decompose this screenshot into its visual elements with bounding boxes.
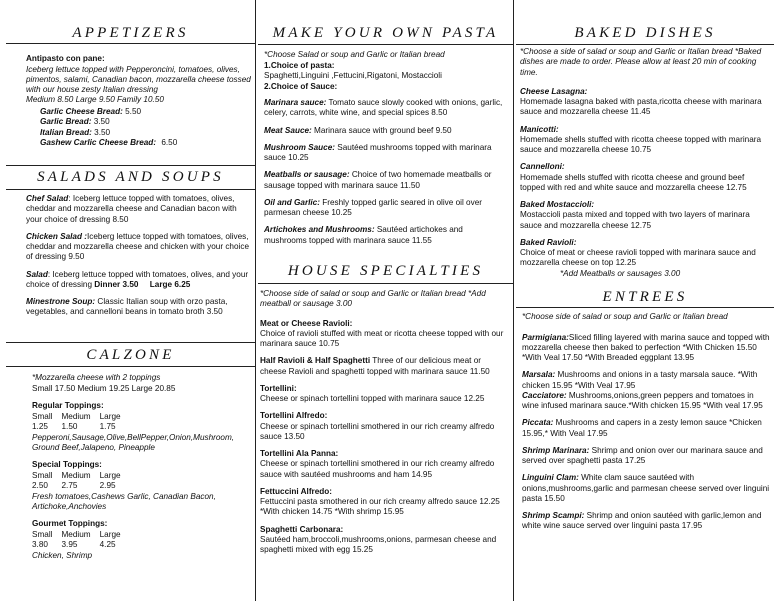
special-toppings-list: Fresh tomatoes,Cashews Garlic, Canadian Bacon, Artichoke,Anchovies [32,491,216,511]
baked-item: Baked Mostaccioli: Mostaccioli pasta mixed and topped with two layers of marinara sauce and mozzarella cheese 12.75 [520,200,750,230]
house-item: Spaghetti Carbonara: Sautéed ham,broccoli,mushrooms,onions, parmesan cheese and spaghetti mixed with egg 15.25 [260,524,497,554]
baked-item: Cannelloni: Homemade shells stuffed with ricotta cheese and ground beef topped with red and white sauce and mozzarella cheese 12.75 [520,162,747,192]
entrees-note: *Choose side of salad or soup and Garlic or Italian bread [522,312,728,321]
baked-item: Cheese Lasagna: Homemade lasagna baked with pasta,ricotta cheese with marinara sauce and mozzarella cheese 11.45 [520,86,762,117]
special-toppings-title: Special Toppings: [32,460,102,469]
pasta-step1: 1.Choice of pasta: [264,60,335,70]
house-salad: Salad: Iceberg lettuce topped with tomatoes, olives, and your choice of dressing Dinner 3.50 Large 6.25 [26,269,249,289]
sauce-item: Oil and Garlic: Freshly topped garlic seared in olive oil over parmesan cheese 10.25 [264,197,482,217]
baked-note: *Choose a side of salad or soup and Garlic or Italian bread *Baked dishes are made to order. Please allow at least 20 min of cooking time. [520,47,762,77]
special-toppings-table: Small Medium Large 2.50 2.75 2.95 [32,470,121,490]
pasta-underline [258,44,514,45]
baked-item: Baked Ravioli: Choice of meat or cheese ravioli topped with marinara sauce and mozzarella cheese on top 12.25 [520,237,756,268]
appetizers-section [26,54,251,149]
house-item: Tortellini Alfredo: Cheese or spinach tortellini smothered in our rich creamy alfredo sauce 13.50 [260,411,495,441]
sauce-item: Artichokes and Mushrooms: Sautéed artichokes and mushrooms topped with marinara sauce 11.55 [264,225,463,245]
house-item: Tortellini Ala Panna: Cheese or spinach tortellini smothered in our rich creamy alfredo sauce with sautéed mushrooms and ham 14.95 [260,449,495,479]
appetizer-item: Italian Bread: 3.50 [40,127,111,137]
appetizers-underline [6,43,256,44]
calzone-underline [6,366,256,367]
pasta-step2: 2.Choice of Sauce: [264,81,338,91]
house-item: Tortellini: Cheese or spinach tortellini topped with marinara sauce 12.25 [260,383,485,403]
house-item: Meat or Cheese Ravioli: Choice of ravioli stuffed with meat or ricotta cheese topped with our marinara sauce 10.75 [260,318,504,348]
pasta-step1-list: Spaghetti,Linguini ,Fettucini,Rigatoni, Mostaccioli [264,71,442,80]
entrees-title: ENTREES [602,289,688,305]
house-underline [258,283,514,284]
calzone-prices: Small 17.50 Medium 19.25 Large 20.85 [32,383,176,393]
salads-overline [6,165,256,166]
middle-column [258,0,514,601]
antipasto-desc: Iceberg lettuce topped with Pepperoncini, tomatoes, olives, pimentos, salami, Canadian bacon, mozzarella cheese tossed with our house zesty Italian dressing [26,64,251,94]
entree-item: Shrimp Scampi: Shrimp and onion sautéed with garlic,lemon and white wine sauce served over linguini pasta 17.95 [522,511,762,531]
entrees-underline [516,307,774,308]
chicken-salad: Chicken Salad :Iceberg lettuce topped with tomatoes, olives, cheddar and mozzarella cheese and chicken with your choice of dressing 9.50 [26,231,250,262]
appetizers-title: APPETIZERS [72,25,189,41]
appetizer-item: Garlic Cheese Bread: 5.50 [40,106,142,116]
appetizer-list [26,107,251,149]
entree-item: Parmigiana:Sliced filling layered with marina sauce and topped with mozzarella cheese then baked to perfection *With Chicken 15.50 *With Veal 17.50 *With Breaded eggplant 13.95 [522,332,770,362]
right-column [516,0,774,601]
house-section [260,289,507,555]
regular-toppings-title: Regular Toppings: [32,401,104,410]
house-title: HOUSE SPECIALTIES [287,263,484,279]
baked-underline [516,44,774,45]
minestrone-soup: Minestrone Soup: Classic Italian soup with orzo pasta, vegetables, and cannelloni beans in tomato broth 3.50 [26,297,228,317]
baked-item: Manicotti: Homemade shells stuffed with ricotta cheese topped with marinara sauce and mozzarella cheese 10.75 [520,124,762,154]
chef-salad: Chef Salad: Iceberg lettuce topped with tomatoes, olives, cheddar and mozzarella cheese and Canadian bacon with your choice of dressing 8.50 [26,194,237,224]
calzone-overline [6,342,256,343]
baked-title: BAKED DISHES [574,25,716,41]
sauce-item: Marinara sauce: Tomato sauce slowly cooked with onions, garlic, celery, carrots, white wine, and special spices 8.50 [264,98,503,118]
left-column [6,0,256,601]
entrees-section [522,312,770,532]
salads-underline [6,189,256,190]
entree-item: Shrimp Marinara: Shrimp and onion over our marinara sauce and served over spaghetti pasta 17.25 [522,445,763,465]
sauce-item: Meatballs or sausage: Choice of two homemade meatballs or sausage topped with marinara sauce 11.50 [264,170,492,190]
entree-item: Marsala: Mushrooms and onions in a tasty marsala sauce. *With chicken 15.95 *With Veal 17.95 [522,370,758,390]
pasta-section [264,50,507,246]
calzone-title: CALZONE [86,347,175,363]
salads-title: SALADS AND SOUPS [37,169,224,185]
gourmet-toppings-title: Gourmet Toppings: [32,519,108,528]
sauce-item: Meat Sauce: Marinara sauce with ground beef 9.50 [264,125,452,135]
calzone-section [32,373,251,561]
gourmet-toppings-list: Chicken, Shrimp [32,550,93,560]
baked-footer: *Add Meatballs or sausages 3.00 [560,268,681,278]
house-note: *Choose side of salad or soup and Garlic or Italian bread *Add meatball or sausage 3.00 [260,289,486,309]
antipasto-name: Antipasto con pane: [26,54,105,63]
house-item: Half Ravioli & Half Spaghetti Three of our delicious meat or cheese Ravioli and spaghetti topped with marinara sauce 11.50 [260,356,490,376]
entree-item: Cacciatore: Mushrooms,onions,green peppers and tomatoes in wine infused marinara sauce.*With chicken 15.95 *With veal 17.95 [522,390,763,410]
antipasto-prices: Medium 8.50 Large 9.50 Family 10.50 [26,95,164,105]
appetizer-item: Gashew Carlic Cheese Bread: 6.50 [40,138,178,148]
pasta-title: MAKE YOUR OWN PASTA [272,25,499,41]
regular-toppings-table: Small Medium Large 1.25 1.50 1.75 [32,411,121,431]
baked-section [520,47,770,279]
sauce-item: Mushroom Sauce: Sautéed mushrooms topped with marinara sauce 10.25 [264,142,492,162]
entree-item: Piccata: Mushrooms and capers in a zesty lemon sauce *Chicken 15.95,* With Veal 17.95 [522,418,762,438]
pasta-note: *Choose Salad or soup and Garlic or Italian bread [264,50,445,59]
regular-toppings-list: Pepperoni,Sausage,Olive,BellPepper,Onion,Mushroom, Ground Beef,Jalapeno, Pineapple [32,432,235,452]
salads-section [26,194,251,318]
appetizer-item: Garlic Bread: 3.50 [40,117,110,127]
gourmet-toppings-table: Small Medium Large 3.80 3.95 4.25 [32,529,121,549]
calzone-note: *Mozzarella cheese with 2 toppings [32,373,161,382]
entree-item: Linguini Clam: White clam sauce sautéed with onions,mushrooms,garlic and parmesan cheese served over linguini pasta 15.50 [522,473,770,503]
house-item: Fettuccini Alfredo: Fettuccini pasta smothered in our rich creamy alfredo sauce 12.25 *With chicken 14.75 *With shrimp 15.95 [260,486,500,517]
